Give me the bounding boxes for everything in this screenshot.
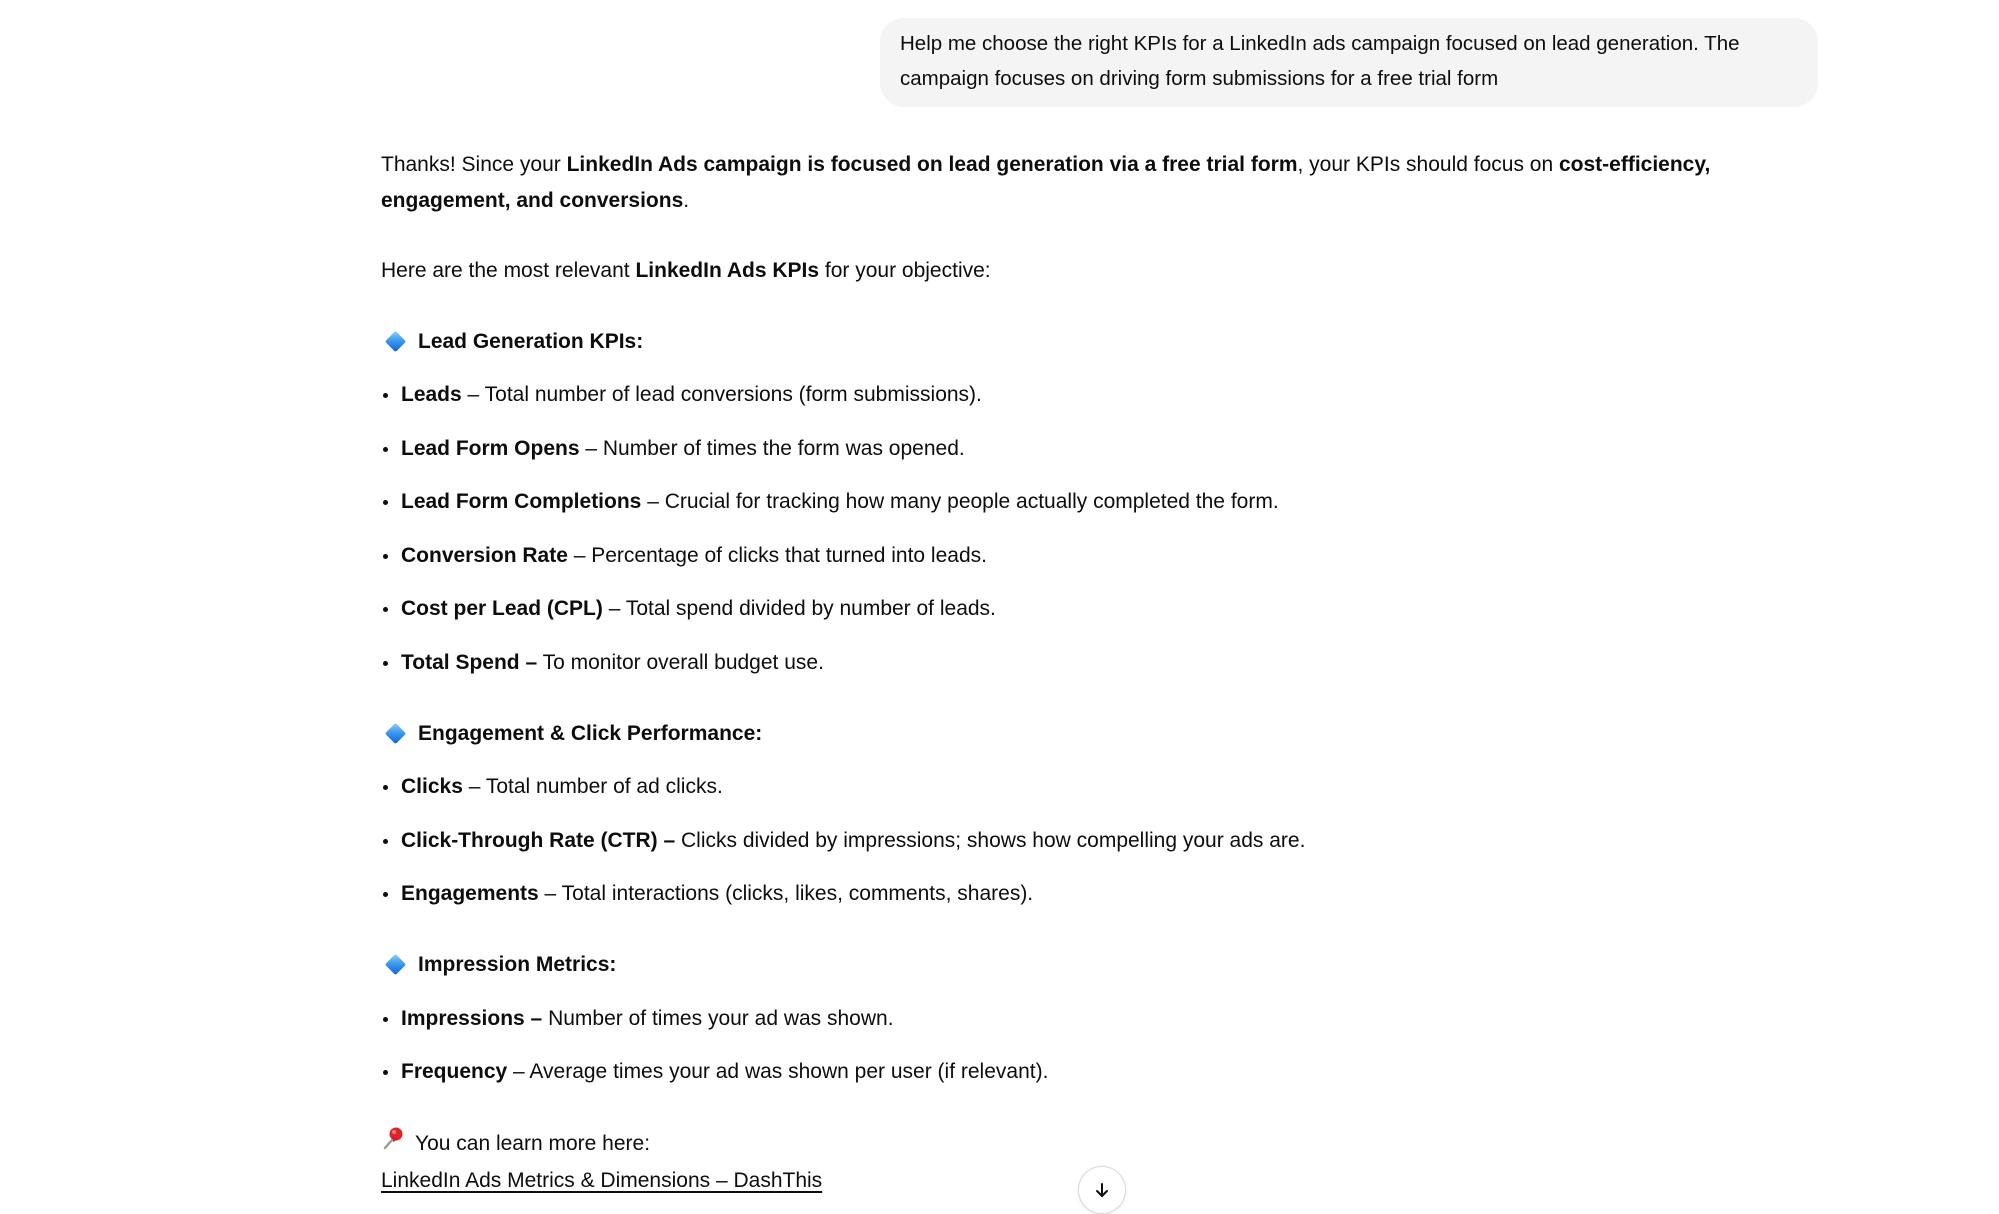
bullet-icon (381, 645, 401, 681)
list-item: Lead Form Completions – Crucial for tracking how many people actually completed the form. (381, 484, 1761, 520)
bullet-icon (381, 823, 401, 859)
kpi-list-lead-generation (381, 377, 1761, 681)
dashthis-link[interactable]: LinkedIn Ads Metrics & Dimensions – DashThis (381, 1168, 823, 1192)
list-item: Lead Form Opens – Number of times the form was opened. (381, 431, 1761, 467)
bullet-icon (381, 1054, 401, 1090)
section-heading-engagement: Engagement & Click Performance: (381, 716, 1761, 752)
list-item: Leads – Total number of lead conversions (form submissions). (381, 377, 1761, 413)
list-item: Engagements – Total interactions (clicks, likes, comments, shares). (381, 876, 1761, 912)
list-item: Frequency – Average times your ad was shown per user (if relevant). (381, 1054, 1761, 1090)
bullet-icon (381, 484, 401, 520)
bullet-icon (381, 591, 401, 627)
learn-more-line: You can learn more here: (381, 1125, 1761, 1163)
list-item: Clicks – Total number of ad clicks. (381, 769, 1761, 805)
kpi-list-engagement (381, 769, 1761, 912)
user-message-text: Help me choose the right KPIs for a LinkedIn ads campaign focused on lead generation. The campaign focuses on driving form submissions for a free trial form (900, 32, 1740, 90)
bullet-icon (381, 876, 401, 912)
list-item: Cost per Lead (CPL) – Total spend divided by number of leads. (381, 591, 1761, 627)
scroll-to-bottom-button[interactable] (1078, 1166, 1126, 1214)
arrow-down-icon (1092, 1180, 1112, 1200)
kpi-list-impression (381, 1001, 1761, 1091)
blue-diamond-icon (385, 723, 406, 744)
pushpin-icon (381, 1125, 411, 1163)
bullet-icon (381, 1001, 401, 1037)
blue-diamond-icon (385, 954, 406, 975)
section-heading-impression: Impression Metrics: (381, 947, 1761, 983)
list-item: Total Spend – To monitor overall budget use. (381, 645, 1761, 681)
user-message-bubble (880, 18, 1818, 107)
intro-paragraph: Thanks! Since your LinkedIn Ads campaign is focused on lead generation via a free trial form, your KPIs should focus on cost-efficiency, engagement, and conversions. (381, 153, 1711, 212)
assistant-response (381, 147, 1761, 1198)
bullet-icon (381, 431, 401, 467)
list-item: Click-Through Rate (CTR) – Clicks divided by impressions; shows how compelling your ads are. (381, 823, 1761, 859)
bullet-icon (381, 769, 401, 805)
list-item: Conversion Rate – Percentage of clicks that turned into leads. (381, 538, 1761, 574)
list-item: Impressions – Number of times your ad was shown. (381, 1001, 1761, 1037)
section-heading-lead-generation: Lead Generation KPIs: (381, 324, 1761, 360)
learn-more-link-row (381, 1163, 1761, 1199)
bullet-icon (381, 377, 401, 413)
bullet-icon (381, 538, 401, 574)
lead-in-paragraph: Here are the most relevant LinkedIn Ads KPIs for your objective: (381, 259, 991, 282)
blue-diamond-icon (385, 331, 406, 352)
